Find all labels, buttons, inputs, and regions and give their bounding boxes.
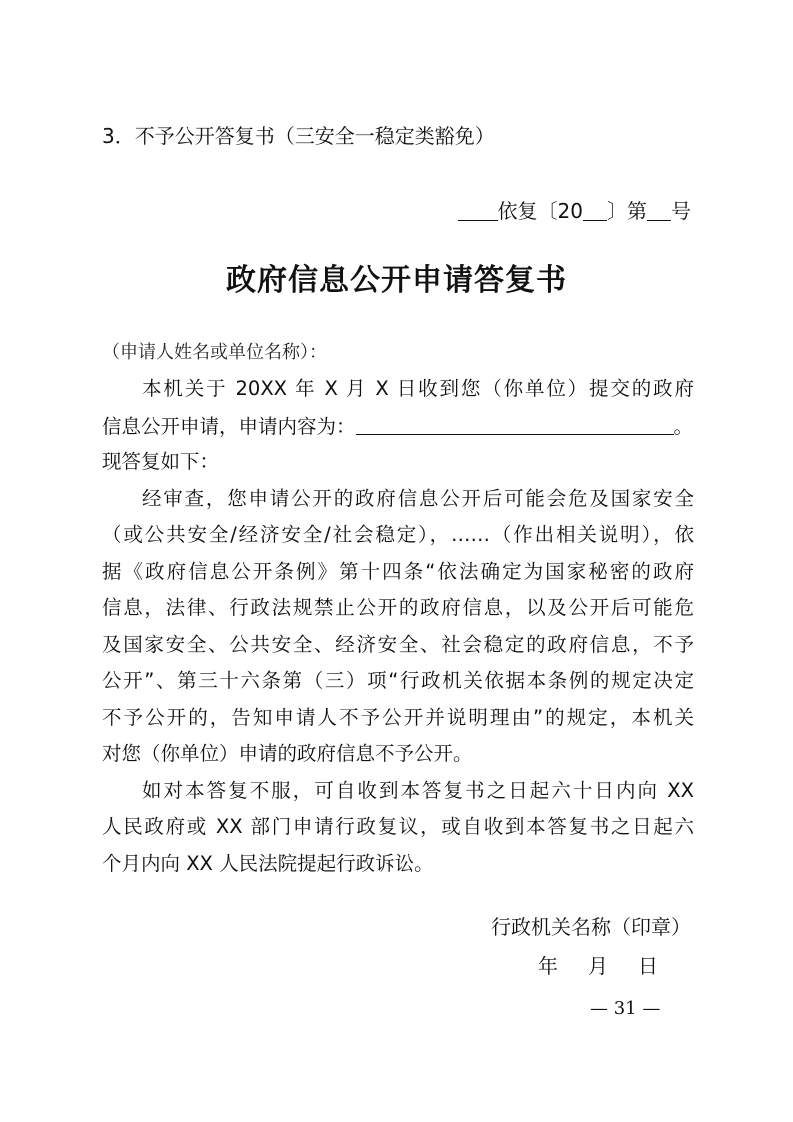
serial-blank (647, 200, 671, 221)
date-day: 日 (638, 954, 658, 978)
doc-number-prefix: 依复〔20 (497, 199, 583, 223)
salutation: （申请人姓名或单位名称）： (102, 342, 327, 363)
paragraph-line: 经审查，您申请公开的政府信息公开后可能会危及国家安全 (142, 486, 694, 510)
doc-number-suffix: 号 (671, 199, 691, 223)
paragraph-line (102, 408, 694, 445)
document-number (458, 197, 691, 225)
document-title: 政府信息公开申请答复书 (226, 263, 567, 298)
paragraph-line: 如对本答复不服，可自收到本答复书之日起六十日内向 XX (142, 778, 694, 802)
paragraph-line: 公开”、第三十六条第（三）项“行政机关依据本条例的规定决定 (102, 669, 694, 692)
date-year: 年 (538, 954, 558, 978)
paragraph-line: 本机关于 20XX 年 X 月 X 日收到您（你单位）提交的政府 (142, 377, 694, 400)
year-blank (583, 200, 607, 221)
document-body (102, 371, 694, 882)
issuing-authority-signature: 行政机关名称（印章） (491, 915, 691, 939)
paragraph-line: 据《政府信息公开条例》第十四条“依法确定为国家秘密的政府 (102, 559, 694, 583)
paragraph-line: 信息，法律、行政法规禁止公开的政府信息，以及公开后可能危 (102, 596, 694, 619)
date-month: 月 (588, 954, 608, 978)
section-heading: 3．不予公开答复书（三安全一稳定类豁免） (102, 124, 495, 148)
issue-date (538, 952, 658, 980)
paragraph-line: （或公共安全/经济安全/社会稳定），……（作出相关说明），依 (102, 523, 694, 546)
request-content-blank (356, 408, 674, 435)
doc-number-middle: 〕第 (607, 199, 647, 223)
org-abbreviation-blank (458, 200, 498, 221)
paragraph-line: 现答复如下： (102, 450, 220, 473)
period: 。 (673, 414, 694, 438)
paragraph-line: 及国家安全、公共安全、经济安全、社会稳定的政府信息，不予 (102, 632, 694, 656)
paragraph-line: 对您（你单位）申请的政府信息不予公开。 (102, 742, 473, 765)
paragraph-line: 人民政府或 XX 部门申请行政复议，或自收到本答复书之日起六 (102, 815, 694, 838)
page-number: — 31 — (590, 998, 661, 1019)
request-content-label: 信息公开申请，申请内容为： (102, 414, 356, 438)
paragraph-line: 个月内向 XX 人民法院提起行政诉讼。 (102, 851, 434, 875)
paragraph-line: 不予公开的，告知申请人不予公开并说明理由”的规定，本机关 (102, 705, 694, 729)
